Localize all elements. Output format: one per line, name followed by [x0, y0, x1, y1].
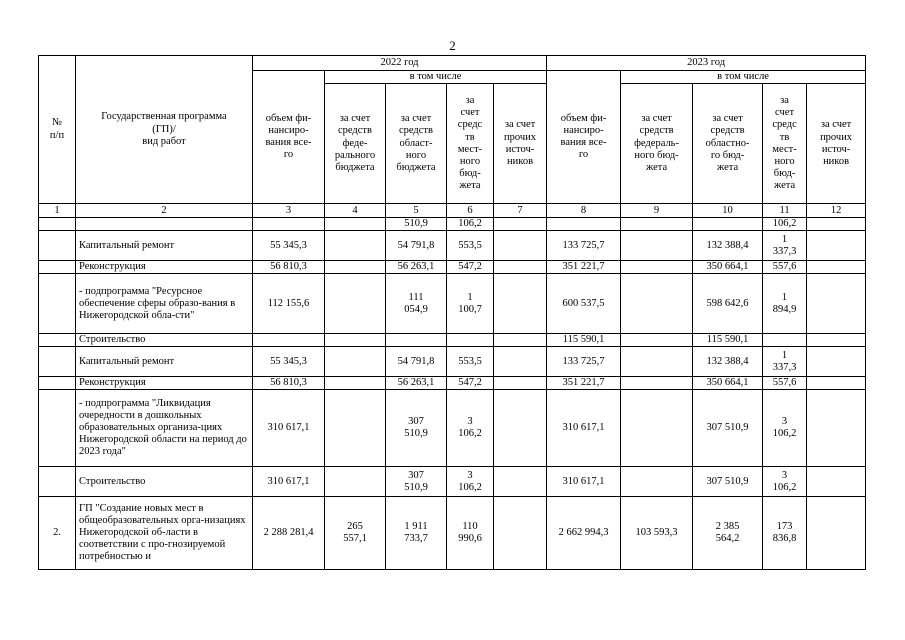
column-number-row	[39, 204, 866, 218]
col-number: 9	[621, 204, 693, 218]
value-cell: 3 106,2	[447, 390, 494, 467]
header-other-2023: за счет прочих источ- ников	[807, 84, 866, 204]
value-cell	[325, 377, 386, 390]
value-cell	[494, 231, 547, 261]
value-cell	[547, 218, 621, 231]
header-total-2023: объем фи- нансиро- вания все- го	[547, 71, 621, 204]
value-cell: 557,6	[763, 377, 807, 390]
value-cell: 557,6	[763, 261, 807, 274]
value-cell: 307 510,9	[386, 390, 447, 467]
value-cell: 598 642,6	[693, 274, 763, 334]
value-cell	[494, 390, 547, 467]
value-cell: 310 617,1	[547, 467, 621, 497]
header-local-2023: за счет средс тв мест- ного бюд- жета	[763, 84, 807, 204]
header-regional-2023: за счет средств областно- го бюд- жета	[693, 84, 763, 204]
value-cell: 1 337,3	[763, 231, 807, 261]
value-cell: 1 894,9	[763, 274, 807, 334]
table-row	[39, 218, 866, 231]
value-cell: 111 054,9	[386, 274, 447, 334]
col-number: 11	[763, 204, 807, 218]
program-cell: Реконструкция	[76, 377, 253, 390]
value-cell	[621, 334, 693, 347]
program-cell: Строительство	[76, 334, 253, 347]
value-cell: 54 791,8	[386, 231, 447, 261]
value-cell: 133 725,7	[547, 347, 621, 377]
table-row	[39, 497, 866, 570]
table-body	[39, 218, 866, 570]
col-number: 4	[325, 204, 386, 218]
value-cell	[807, 261, 866, 274]
value-cell	[807, 377, 866, 390]
value-cell	[621, 347, 693, 377]
value-cell	[763, 334, 807, 347]
header-regional-2022: за счет средств област- ного бюджета	[386, 84, 447, 204]
col-number: 5	[386, 204, 447, 218]
col-number: 12	[807, 204, 866, 218]
row-number-cell	[39, 467, 76, 497]
value-cell: 1 100,7	[447, 274, 494, 334]
row-number-cell	[39, 347, 76, 377]
value-cell: 351 221,7	[547, 261, 621, 274]
col-number: 6	[447, 204, 494, 218]
value-cell: 132 388,4	[693, 347, 763, 377]
value-cell: 1 911 733,7	[386, 497, 447, 570]
value-cell: 55 345,3	[253, 347, 325, 377]
header-incl-2023: в том числе	[621, 71, 866, 84]
value-cell	[325, 467, 386, 497]
header-num: № п/п	[39, 56, 76, 204]
program-cell: - подпрограмма "Ликвидация очередности в дошкольных образовательных организа-циях Нижегородской области на период до 2023 года"	[76, 390, 253, 467]
value-cell	[494, 497, 547, 570]
header-local-2022: за счет средс тв мест- ного бюд- жета	[447, 84, 494, 204]
value-cell	[447, 334, 494, 347]
value-cell: 106,2	[447, 218, 494, 231]
value-cell: 307 510,9	[693, 390, 763, 467]
value-cell: 115 590,1	[693, 334, 763, 347]
value-cell	[693, 218, 763, 231]
header-federal-2023: за счет средств федераль- ного бюд- жета	[621, 84, 693, 204]
value-cell	[621, 467, 693, 497]
program-cell	[76, 218, 253, 231]
value-cell: 350 664,1	[693, 261, 763, 274]
header-year-2023: 2023 год	[547, 56, 866, 71]
table-row	[39, 274, 866, 334]
value-cell	[807, 218, 866, 231]
header-incl-2022: в том числе	[325, 71, 547, 84]
value-cell	[494, 467, 547, 497]
value-cell	[386, 334, 447, 347]
value-cell: 103 593,3	[621, 497, 693, 570]
table-row	[39, 231, 866, 261]
row-number-cell	[39, 274, 76, 334]
program-cell: Реконструкция	[76, 261, 253, 274]
value-cell	[807, 347, 866, 377]
value-cell: 56 263,1	[386, 261, 447, 274]
value-cell: 265 557,1	[325, 497, 386, 570]
value-cell: 54 791,8	[386, 347, 447, 377]
value-cell: 310 617,1	[253, 390, 325, 467]
value-cell: 173 836,8	[763, 497, 807, 570]
value-cell	[494, 218, 547, 231]
value-cell	[807, 334, 866, 347]
value-cell: 553,5	[447, 347, 494, 377]
value-cell: 55 345,3	[253, 231, 325, 261]
header-program: Государственная программа (ГП)/ вид работ	[76, 56, 253, 204]
value-cell: 112 155,6	[253, 274, 325, 334]
value-cell: 310 617,1	[253, 467, 325, 497]
value-cell	[494, 347, 547, 377]
program-cell: ГП "Создание новых мест в общеобразовательных орга-низациях Нижегородской об-ласти в соответствии с про-гнозируемой потребностью и	[76, 497, 253, 570]
value-cell	[494, 274, 547, 334]
value-cell	[325, 261, 386, 274]
row-number-cell	[39, 377, 76, 390]
value-cell: 547,2	[447, 261, 494, 274]
table-row	[39, 390, 866, 467]
value-cell	[807, 231, 866, 261]
value-cell: 56 810,3	[253, 261, 325, 274]
value-cell: 350 664,1	[693, 377, 763, 390]
value-cell: 510,9	[386, 218, 447, 231]
value-cell	[325, 231, 386, 261]
value-cell	[621, 274, 693, 334]
value-cell: 547,2	[447, 377, 494, 390]
value-cell	[621, 261, 693, 274]
value-cell: 3 106,2	[763, 467, 807, 497]
value-cell	[325, 218, 386, 231]
value-cell: 3 106,2	[763, 390, 807, 467]
value-cell: 351 221,7	[547, 377, 621, 390]
col-number: 8	[547, 204, 621, 218]
value-cell	[807, 274, 866, 334]
value-cell: 115 590,1	[547, 334, 621, 347]
value-cell	[621, 218, 693, 231]
value-cell	[253, 334, 325, 347]
table-row	[39, 347, 866, 377]
value-cell: 56 810,3	[253, 377, 325, 390]
value-cell	[494, 377, 547, 390]
value-cell	[807, 390, 866, 467]
value-cell: 553,5	[447, 231, 494, 261]
value-cell: 2 385 564,2	[693, 497, 763, 570]
col-number: 7	[494, 204, 547, 218]
col-number: 2	[76, 204, 253, 218]
program-cell: Строительство	[76, 467, 253, 497]
value-cell	[494, 334, 547, 347]
row-number-cell	[39, 261, 76, 274]
value-cell	[807, 497, 866, 570]
value-cell: 106,2	[763, 218, 807, 231]
value-cell	[621, 390, 693, 467]
value-cell: 310 617,1	[547, 390, 621, 467]
table-row	[39, 377, 866, 390]
value-cell	[325, 274, 386, 334]
header-federal-2022: за счет средств феде- рального бюджета	[325, 84, 386, 204]
value-cell: 1 337,3	[763, 347, 807, 377]
header-total-2022: объем фи- нансиро- вания все- го	[253, 71, 325, 204]
value-cell	[253, 218, 325, 231]
value-cell	[325, 347, 386, 377]
value-cell: 110 990,6	[447, 497, 494, 570]
row-number-cell	[39, 390, 76, 467]
table-row	[39, 334, 866, 347]
financing-table	[38, 55, 866, 570]
value-cell: 600 537,5	[547, 274, 621, 334]
value-cell	[325, 334, 386, 347]
row-number-cell	[39, 231, 76, 261]
value-cell	[807, 467, 866, 497]
value-cell: 2 288 281,4	[253, 497, 325, 570]
value-cell: 307 510,9	[693, 467, 763, 497]
col-number: 3	[253, 204, 325, 218]
header-year-2022: 2022 год	[253, 56, 547, 71]
value-cell	[621, 377, 693, 390]
program-cell: Капитальный ремонт	[76, 347, 253, 377]
table-row	[39, 261, 866, 274]
program-cell: - подпрограмма "Ресурсное обеспечение сферы образо-вания в Нижегородской обла-сти"	[76, 274, 253, 334]
row-number-cell	[39, 334, 76, 347]
value-cell: 3 106,2	[447, 467, 494, 497]
row-number-cell: 2.	[39, 497, 76, 570]
col-number: 1	[39, 204, 76, 218]
value-cell: 56 263,1	[386, 377, 447, 390]
value-cell: 132 388,4	[693, 231, 763, 261]
value-cell: 307 510,9	[386, 467, 447, 497]
value-cell: 133 725,7	[547, 231, 621, 261]
col-number: 10	[693, 204, 763, 218]
table-row	[39, 467, 866, 497]
page-number: 2	[449, 38, 456, 53]
header-other-2022: за счет прочих источ- ников	[494, 84, 547, 204]
value-cell	[325, 390, 386, 467]
value-cell: 2 662 994,3	[547, 497, 621, 570]
value-cell	[494, 261, 547, 274]
row-number-cell	[39, 218, 76, 231]
value-cell	[621, 231, 693, 261]
program-cell: Капитальный ремонт	[76, 231, 253, 261]
